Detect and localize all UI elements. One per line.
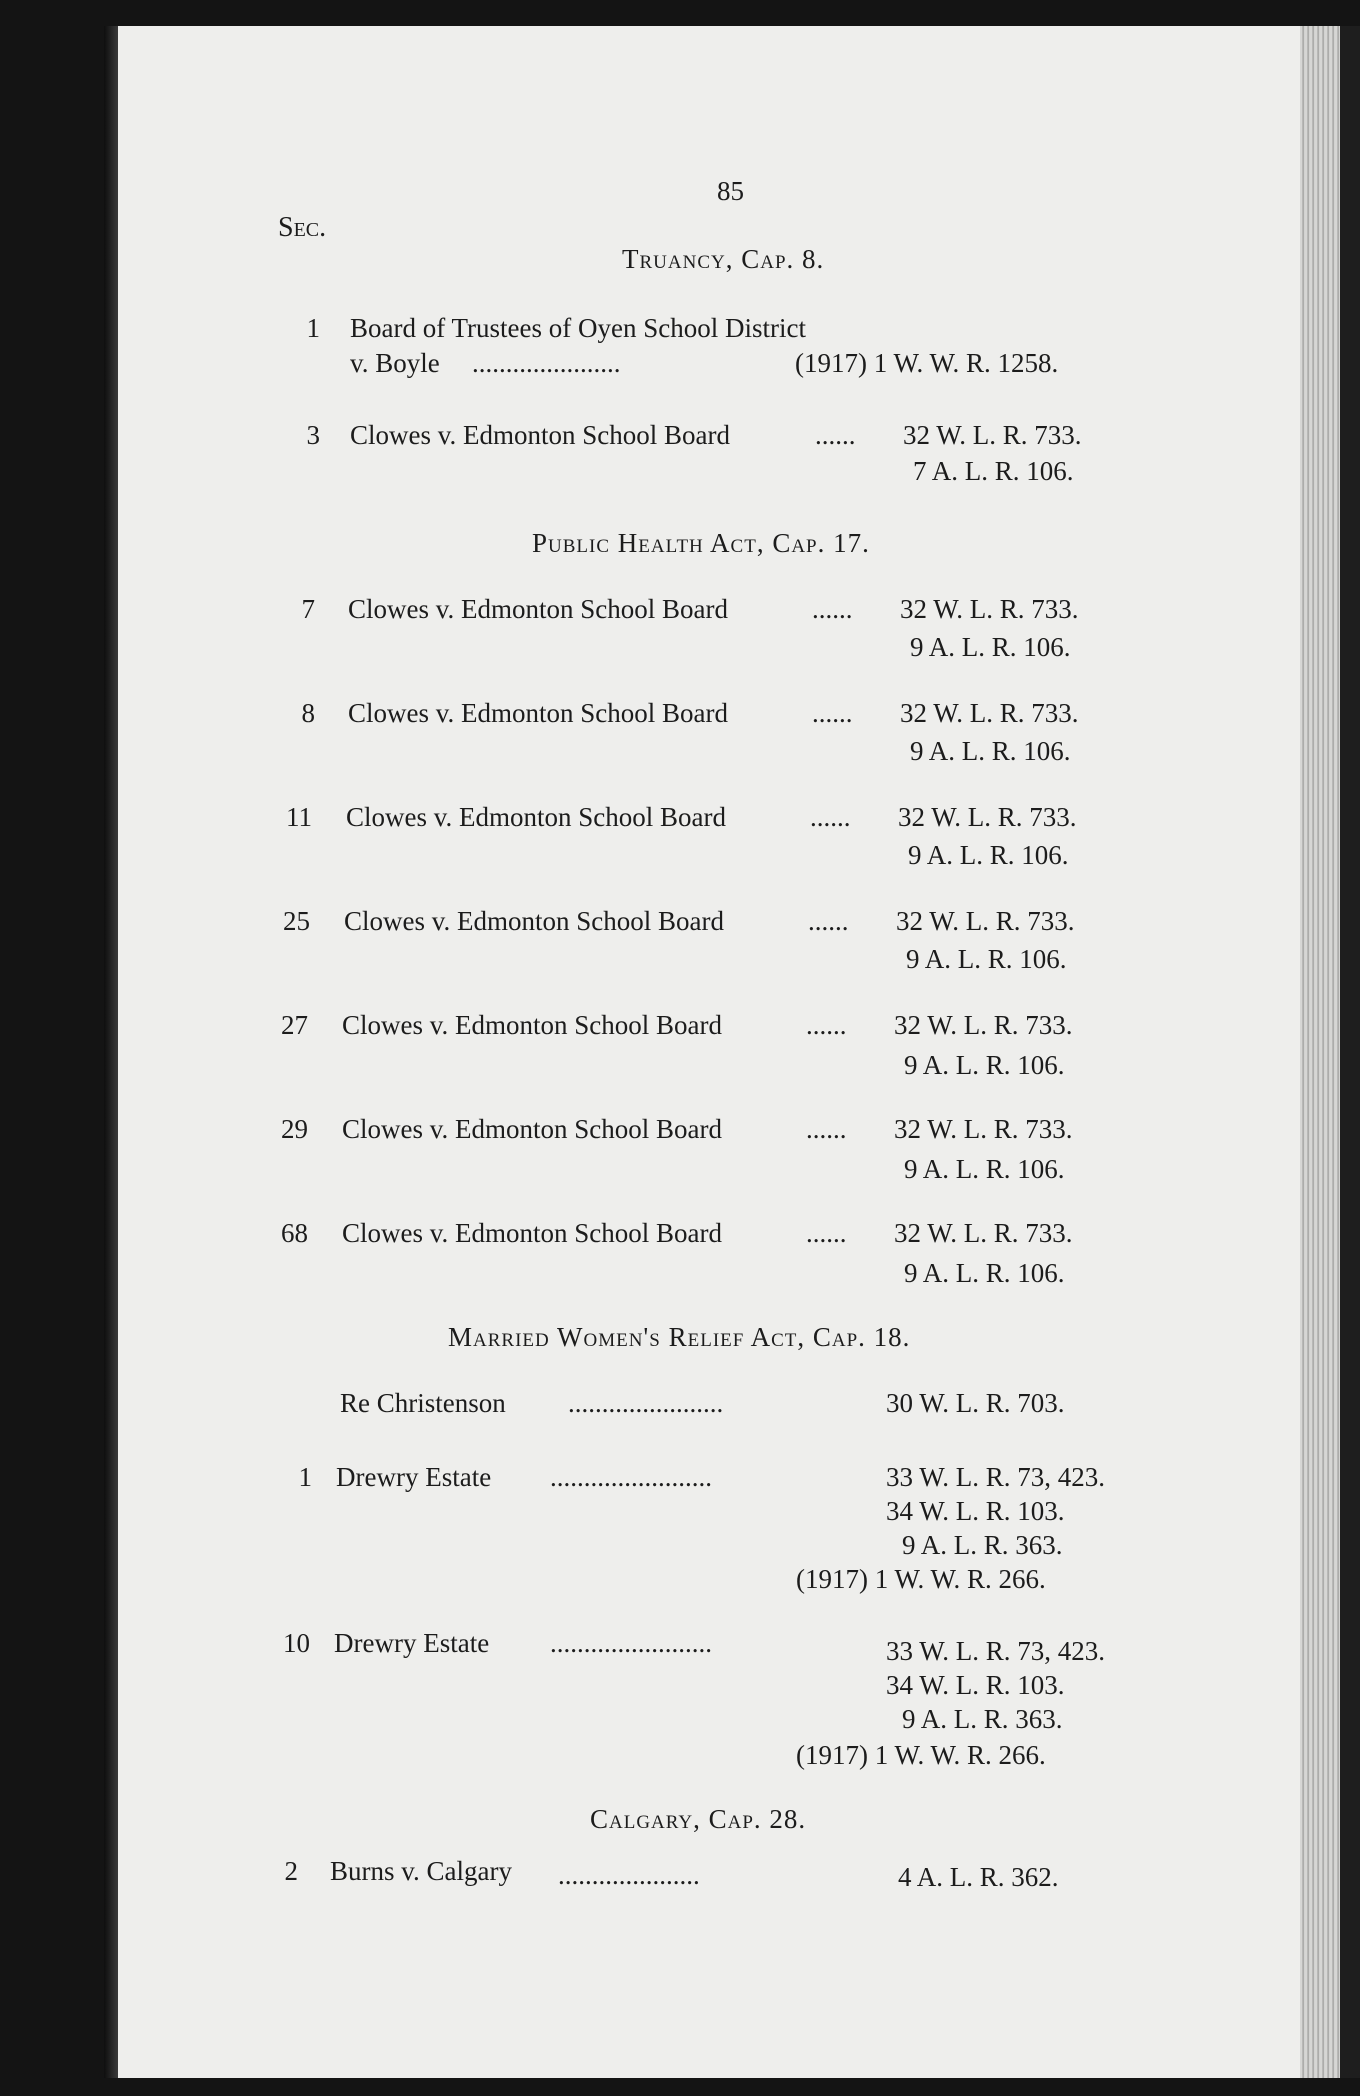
section-heading: Public Health Act, Cap. 17. [532, 528, 870, 558]
section-number: 2 [284, 1856, 298, 1886]
case-name: Clowes v. Edmonton School Board [342, 1010, 722, 1040]
citation: (1917) 1 W. W. R. 266. [796, 1564, 1046, 1594]
citation: 32 W. L. R. 733. [903, 420, 1082, 450]
section-number: 7 [301, 594, 315, 624]
leader-dots: ...... [806, 1010, 847, 1040]
leader-dots: ..................... [558, 1860, 700, 1890]
section-number: 8 [301, 698, 315, 728]
citation: 9 A. L. R. 106. [910, 632, 1071, 662]
case-name: Board of Trustees of Oyen School District [350, 313, 806, 343]
section-number: 68 [281, 1218, 308, 1248]
section-heading: Calgary, Cap. 28. [590, 1804, 807, 1834]
section-heading: Truancy, Cap. 8. [622, 244, 825, 274]
case-name: Clowes v. Edmonton School Board [342, 1114, 722, 1144]
citation: 34 W. L. R. 103. [886, 1496, 1065, 1526]
leader-dots: ...................... [472, 348, 621, 378]
section-number: 27 [281, 1010, 308, 1040]
leader-dots: ...... [806, 1114, 847, 1144]
citation: 9 A. L. R. 106. [904, 1258, 1065, 1288]
book-spine [104, 26, 118, 2078]
case-name: Clowes v. Edmonton School Board [344, 906, 724, 936]
case-name: Re Christenson [340, 1388, 506, 1418]
page-edges [1300, 26, 1340, 2078]
leader-dots: ...... [812, 698, 853, 728]
citation: 32 W. L. R. 733. [900, 594, 1079, 624]
citation: (1917) 1 W. W. R. 1258. [795, 348, 1059, 378]
citation: (1917) 1 W. W. R. 266. [796, 1740, 1046, 1770]
citation: 4 A. L. R. 362. [898, 1862, 1059, 1892]
citation: 32 W. L. R. 733. [894, 1010, 1073, 1040]
section-number: 11 [286, 802, 312, 832]
citation: 9 A. L. R. 106. [910, 736, 1071, 766]
citation: 32 W. L. R. 733. [900, 698, 1079, 728]
case-name: Clowes v. Edmonton School Board [346, 802, 726, 832]
leader-dots: ........................ [550, 1462, 712, 1492]
citation: 9 A. L. R. 106. [904, 1050, 1065, 1080]
citation: 34 W. L. R. 103. [886, 1670, 1065, 1700]
leader-dots: ...... [812, 594, 853, 624]
case-name: Drewry Estate [336, 1462, 492, 1492]
citation: 32 W. L. R. 733. [894, 1114, 1073, 1144]
case-name: Clowes v. Edmonton School Board [348, 594, 728, 624]
citation: 9 A. L. R. 106. [908, 840, 1069, 870]
case-name: Burns v. Calgary [330, 1856, 512, 1886]
citation: 9 A. L. R. 363. [902, 1704, 1063, 1734]
section-number: 29 [281, 1114, 308, 1144]
leader-dots: ...... [815, 420, 856, 450]
section-number: 1 [306, 313, 320, 343]
leader-dots: ...... [810, 802, 851, 832]
case-name: Drewry Estate [334, 1628, 490, 1658]
case-name: Clowes v. Edmonton School Board [342, 1218, 722, 1248]
edge-shadow [1340, 26, 1360, 2078]
citation: 7 A. L. R. 106. [913, 456, 1074, 486]
leader-dots: ........................ [550, 1628, 712, 1658]
leader-dots: ...... [806, 1218, 847, 1248]
leader-dots: ....................... [568, 1388, 724, 1418]
citation: 30 W. L. R. 703. [886, 1388, 1065, 1418]
section-number: 3 [306, 420, 320, 450]
citation: 32 W. L. R. 733. [896, 906, 1075, 936]
leader-dots: ...... [808, 906, 849, 936]
citation: 9 A. L. R. 363. [902, 1530, 1063, 1560]
citation: 9 A. L. R. 106. [906, 944, 1067, 974]
case-name: Clowes v. Edmonton School Board [350, 420, 730, 450]
case-name: Clowes v. Edmonton School Board [348, 698, 728, 728]
page-number: 85 [717, 176, 744, 206]
case-name-continued: v. Boyle [350, 348, 440, 378]
section-number: 25 [283, 906, 310, 936]
citation: 33 W. L. R. 73, 423. [886, 1636, 1106, 1666]
sec-column-label: Sec. [278, 212, 327, 243]
citation: 32 W. L. R. 733. [894, 1218, 1073, 1248]
citation: 32 W. L. R. 733. [898, 802, 1077, 832]
citation: 33 W. L. R. 73, 423. [886, 1462, 1106, 1492]
section-number: 1 [298, 1462, 312, 1492]
section-heading: Married Women's Relief Act, Cap. 18. [448, 1322, 911, 1352]
citation: 9 A. L. R. 106. [904, 1154, 1065, 1184]
section-number: 10 [283, 1628, 310, 1658]
